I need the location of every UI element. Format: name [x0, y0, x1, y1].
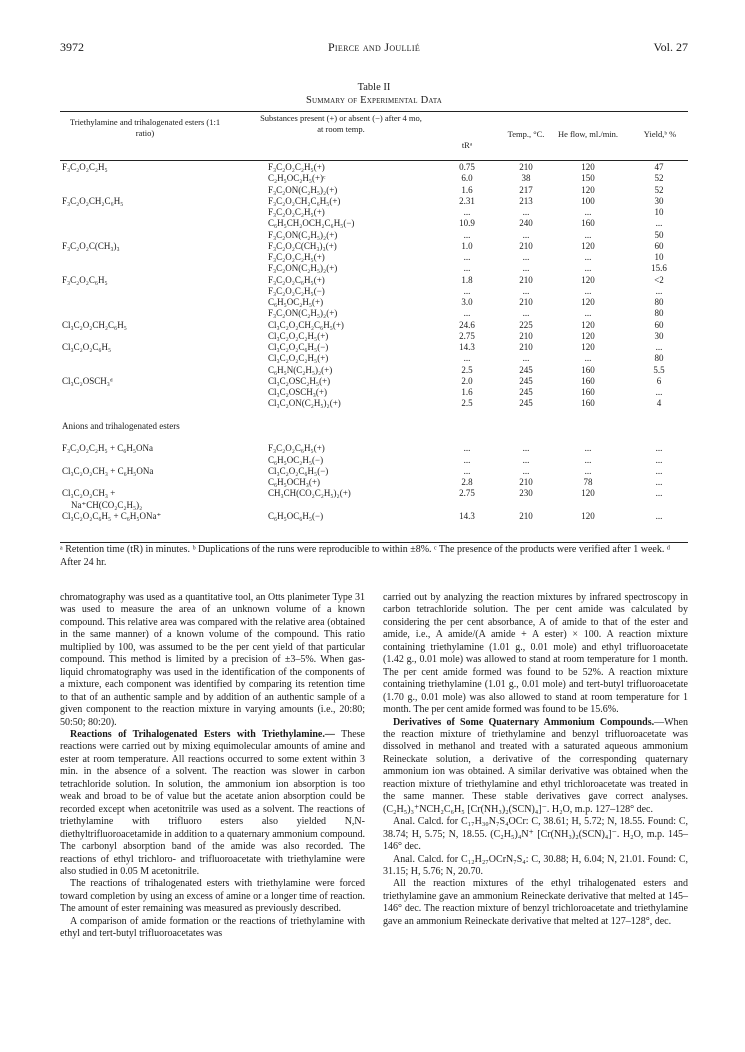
cell-compound: Cl₃C₂O₂C₆H₅	[62, 342, 112, 352]
volume-label: Vol. 27	[653, 40, 688, 54]
table-row	[60, 162, 688, 173]
table-top-rule	[60, 111, 688, 112]
cell-tr: 1.0	[461, 240, 473, 251]
cell-he-flow: 160	[581, 375, 595, 386]
cell-temp: ...	[522, 285, 530, 296]
cell-substance: Cl₃C₂ON(C₂H₅)₂(+)	[268, 398, 341, 409]
table-header-rule	[60, 160, 688, 161]
cell-substance: Cl₃C₂OSC₂H₅(+)	[268, 375, 331, 386]
cell-temp: 210	[519, 330, 533, 341]
cell-substance: Cl₃C₂O₂C₆H₅(−)	[268, 465, 329, 476]
cell-tr: ...	[463, 443, 471, 454]
cell-yield: 60	[654, 240, 664, 251]
section-label-text: Anions and trihalogenated esters	[62, 420, 180, 431]
cell-yield: 30	[654, 330, 664, 341]
cell-tr: 1.6	[461, 387, 473, 397]
cell-temp: ...	[522, 229, 530, 240]
cell-substance: C₆H₅OC₆H₅(−)	[268, 510, 324, 521]
cell-tr: 2.31	[459, 195, 475, 206]
header-tr: tRᵃ	[461, 140, 473, 150]
cell-temp: 210	[519, 477, 533, 487]
cell-he-flow: ...	[584, 454, 592, 465]
cell-yield: 5.5	[653, 364, 665, 375]
table-row	[60, 500, 688, 511]
left-paragraph-1: chromatography was used as a quantitative tool, an Otts planimeter Type 31 was used to measure the area of an unknown volume of a known compound. This relative area was compared with the relative area (obtained in the same manner) of a known volume of the compound. This ratio multiplied by 100, was assumed to be the per cent yield of that particular compound. This method is limited by a precision of ±3–5%. When gas-liquid chromatography was used in the identification of the components of a mixture, each component was identified by comparing its retention time to that of an authentic sample and by addition of an authentic sample of a given component to the reaction mixture in varying amounts (i.e., 20:80; 50:50; 80:20).	[60, 592, 365, 728]
cell-temp: 210	[519, 274, 533, 285]
table-footnote: ᵃ Retention time (tR) in minutes. ᵇ Duplications of the runs were reproducible to within ±8%. ᶜ The presence of the products were verified after 1 week. ᵈ After 24 hr.	[60, 544, 670, 568]
cell-temp: ...	[522, 443, 530, 454]
cell-substance: F₃C₂O₂C(CH₃)₃(+)	[268, 240, 337, 251]
table-row	[60, 275, 688, 286]
cell-yield: 47	[654, 162, 664, 172]
table-row	[60, 387, 688, 398]
cell-temp: 245	[519, 398, 533, 409]
cell-tr: 24.6	[459, 319, 475, 330]
left-paragraph-2-text: These reactions were carried out by mixing equimolecular amounts of amine and ester at room temperature. All reactions occurred to some extent within 3 min. in the absence of a solvent. The reaction was slower in carbon tetrachloride solution. In solution, the ammonium ion absorption is too weak and broad to be of value but the acetate anion absorption could be recorded except when acetonitrile was used as a solvent. The reactions of triethylamine with trifluoro esters also yielded N,N-diethyltrifluoroacetamide in addition to a quaternary ammonium compound. The carbonyl absorption band of the amide was also recorded. The reactions of ethyl trichloro- and trifluoroacetate with triethylamine were also studied in 0.05 M acetonitrile.	[60, 728, 365, 877]
table-number: Table II	[357, 82, 391, 93]
running-header	[60, 40, 688, 56]
right-paragraph-1: carried out by analyzing the reaction mixtures by infrared spectroscopy in carbon tetrachloride solution. The per cent amide was calculated by considering the per cent absorbance, A of amide to that of the ester and amide, i.e., A amide/(A amide + A ester) × 100. A reaction mixture containing triethylamine (1.01 g., 0.01 mole) and ethyl trifluoroacetate (1.42 g., 0.01 mole) was allowed to stand at room temperature for 1 month. The per cent amide formed was found to be 52%. A reaction mixture containing triethylamine (1.01 g., 0.01 mole) and tert-butyl trifluoroacetate (1.70 g., 0.01 mole) was also allowed to stand at room temperature for 1 month. The per cent amide formed was found to be 15.6%.	[383, 592, 688, 716]
cell-compound: Cl₃C₂O₂CH₃ +	[62, 488, 116, 499]
table-title: Summary of Experimental Data	[305, 95, 443, 106]
cell-temp: ...	[522, 353, 530, 364]
cell-substance: F₃C₂O₂C₂H₅(−)	[268, 285, 325, 296]
header-yield: Yield,ᵇ %	[643, 129, 677, 139]
table-body	[60, 162, 688, 522]
cell-substance: C₂H₅OC₂H₅(+)ᶜ	[268, 173, 326, 184]
cell-temp: ...	[522, 465, 530, 476]
cell-tr: 1.6	[461, 184, 473, 195]
cell-temp: 210	[519, 297, 533, 307]
right-paragraph-2	[383, 717, 688, 817]
table-row	[60, 230, 688, 241]
table-row	[60, 196, 688, 207]
header-temp: Temp., °C.	[507, 129, 545, 139]
table-row	[60, 488, 688, 499]
cell-substance: C₆H₅N(C₂H₅)₂(+)	[268, 364, 333, 375]
cell-tr: 3.0	[461, 297, 473, 307]
cell-substance: Cl₃C₂O₂C₂H₅(+)	[268, 353, 329, 364]
table-row	[60, 376, 688, 387]
cell-yield: 30	[654, 195, 664, 206]
cell-yield: ...	[655, 488, 663, 499]
table-row	[60, 477, 688, 488]
cell-temp: ...	[522, 207, 530, 217]
cell-he-flow: 120	[581, 342, 595, 352]
table-row	[60, 342, 688, 353]
cell-tr: 2.75	[459, 330, 475, 341]
cell-compound: F₃C₂O₂C₂H₅ + C₆H₅ONa	[62, 443, 154, 454]
cell-compound: Cl₃C₂O₂C₆H₅ + C₆H₅ONa⁺	[62, 510, 162, 521]
cell-yield: 15.6	[651, 263, 667, 274]
cell-he-flow: 120	[581, 330, 595, 341]
cell-substance: F₃C₂ON(C₂H₅)₂(+)	[268, 229, 338, 240]
cell-compound: Cl₃C₂O₂CH₂C₆H₅	[62, 319, 127, 330]
cell-yield: 80	[654, 308, 664, 319]
cell-substance: F₃C₂O₂C₆H₅(+)	[268, 443, 325, 454]
cell-tr: 2.5	[461, 398, 473, 409]
cell-temp: 38	[521, 173, 531, 184]
table-row	[60, 443, 688, 454]
cell-yield: ...	[655, 285, 663, 296]
cell-substance: F₃C₂ON(C₂H₅)₂(+)	[268, 184, 338, 195]
table-row	[60, 398, 688, 409]
cell-temp: ...	[522, 454, 530, 465]
cell-temp: 230	[519, 488, 533, 499]
cell-yield: ...	[655, 443, 663, 454]
page-number: 3972	[60, 40, 84, 54]
cell-temp: 245	[519, 387, 533, 397]
table-row	[60, 185, 688, 196]
cell-he-flow: 150	[581, 173, 595, 184]
left-column	[60, 592, 365, 941]
left-paragraph-4: A comparison of amide formation or the reactions of triethylamine with ethyl and tert-butyl trifluoroacetates was	[60, 915, 365, 940]
cell-he-flow: 120	[581, 297, 595, 307]
table-row	[60, 173, 688, 184]
header-compound: Triethylamine and trihalogenated esters (1:1 ratio)	[69, 117, 221, 138]
table-row	[60, 263, 688, 274]
cell-he-flow: 78	[583, 477, 593, 487]
cell-substance: Cl₃C₂O₂C₆H₅(−)	[268, 342, 329, 352]
table-bottom-rule	[60, 542, 688, 543]
header-he-flow: He flow, ml./min.	[557, 129, 619, 139]
header-substances: Substances present (+) or absent (−) after 4 mo, at room temp.	[260, 113, 422, 134]
cell-tr: 2.5	[461, 364, 473, 375]
cell-he-flow: 120	[581, 319, 595, 330]
table-row	[60, 308, 688, 319]
cell-tr: ...	[463, 465, 471, 476]
cell-yield: 6	[656, 375, 662, 386]
table-row	[60, 466, 688, 477]
cell-temp: ...	[522, 252, 530, 262]
cell-he-flow: 160	[581, 364, 595, 375]
cell-substance: C₆H₅OC₂H₅(−)	[268, 454, 324, 465]
cell-tr: 2.0	[461, 375, 473, 386]
cell-yield: 10	[654, 252, 664, 262]
running-title: Pierce and Joullié	[327, 40, 421, 54]
cell-he-flow: ...	[584, 285, 592, 296]
right-paragraph-3: Anal. Calcd. for C₁₇H₃₀N₇S₄OCr: C, 38.61; H, 5.72; N, 18.55. Found: C, 38.74; H, 5.75; N, 18.55. (C₂H₅)₄N⁺ [Cr(NH₃)₂(SCN)₄]⁻. H₂O, m.p. 145–146° dec.	[383, 816, 688, 853]
cell-tr: 6.0	[461, 173, 473, 184]
table-row	[60, 365, 688, 376]
cell-yield: ...	[655, 218, 663, 229]
table-row	[60, 455, 688, 466]
cell-he-flow: ...	[584, 252, 592, 262]
cell-he-flow: 120	[581, 240, 595, 251]
cell-tr: 14.3	[459, 510, 475, 521]
cell-substance: F₃C₂O₂C₂H₅(+)	[268, 252, 325, 262]
cell-he-flow: 100	[581, 195, 595, 206]
table-row	[60, 241, 688, 252]
cell-temp: ...	[522, 308, 530, 319]
cell-yield: ...	[655, 342, 663, 352]
cell-substance: F₃C₂ON(C₂H₅)₂(+)	[268, 263, 338, 274]
cell-substance: C₆H₅OC₂H₅(+)	[268, 297, 324, 307]
table-row	[60, 297, 688, 308]
section-heading-derivatives: Derivatives of Some Quaternary Ammonium Compounds.	[393, 716, 655, 728]
table-row	[60, 286, 688, 297]
cell-temp: 210	[519, 342, 533, 352]
cell-tr: ...	[463, 207, 471, 217]
cell-yield: 80	[654, 297, 664, 307]
cell-substance: C₆H₅CH₂OCH₂C₆H₅(−)	[268, 218, 355, 229]
cell-temp: 245	[519, 364, 533, 375]
cell-temp: 245	[519, 375, 533, 386]
table-row	[60, 207, 688, 218]
cell-tr: ...	[463, 353, 471, 364]
cell-compound: F₃C₂O₂C₆H₅	[62, 274, 108, 285]
table-row	[60, 218, 688, 229]
cell-substance: Cl₃C₂O₂CH₂C₆H₅(+)	[268, 319, 344, 330]
cell-yield: ...	[655, 510, 663, 521]
cell-temp: ...	[522, 263, 530, 274]
cell-compound: Cl₃C₂O₂CH₃ + C₆H₅ONa	[62, 465, 154, 476]
table-row	[60, 511, 688, 522]
cell-yield: ...	[655, 465, 663, 476]
cell-he-flow: 120	[581, 184, 595, 195]
cell-yield: 80	[654, 353, 664, 364]
cell-he-flow: 120	[581, 274, 595, 285]
cell-temp: 210	[519, 240, 533, 251]
cell-tr: ...	[463, 308, 471, 319]
cell-tr: ...	[463, 285, 471, 296]
cell-he-flow: 160	[581, 387, 595, 397]
table-spacer	[60, 432, 688, 443]
cell-he-flow: ...	[584, 308, 592, 319]
cell-substance: F₃C₂O₂C₂H₅(+)	[268, 162, 325, 172]
cell-he-flow: 120	[581, 162, 595, 172]
cell-tr: 2.8	[461, 477, 473, 487]
cell-tr: 1.8	[461, 274, 473, 285]
cell-he-flow: ...	[584, 443, 592, 454]
cell-substance: CH₃CH(CO₂C₂H₅)₂(+)	[268, 488, 351, 499]
cell-yield: <2	[654, 274, 664, 285]
cell-substance: F₃C₂O₂CH₂C₆H₅(+)	[268, 195, 341, 206]
table-row	[60, 353, 688, 364]
cell-yield: 10	[654, 207, 664, 217]
cell-yield: 50	[654, 229, 664, 240]
table-row	[60, 252, 688, 263]
table-spacer	[60, 410, 688, 421]
cell-substance: Cl₃C₂O₂C₂H₅(+)	[268, 330, 329, 341]
left-paragraph-2	[60, 729, 365, 878]
cell-he-flow: 160	[581, 398, 595, 409]
cell-tr: ...	[463, 229, 471, 240]
table-row	[60, 331, 688, 342]
cell-temp: 213	[519, 195, 533, 206]
cell-compound: F₃C₂O₂C(CH₃)₃	[62, 240, 120, 251]
cell-yield: 60	[654, 319, 664, 330]
cell-substance: F₃C₂ON(C₂H₅)₂(+)	[268, 308, 338, 319]
table-row	[60, 320, 688, 331]
cell-tr: 10.9	[459, 218, 475, 229]
cell-he-flow: 160	[581, 218, 595, 229]
cell-he-flow: 120	[581, 510, 595, 521]
cell-substance: C₆H₅OCH₃(+)	[268, 477, 320, 487]
right-paragraph-4: Anal. Calcd. for C₁₂H₂₇OCrN₇S₄: C, 30.88; H, 6.04; N, 21.01. Found: C, 31.15; H, 5.76; N, 20.70.	[383, 853, 688, 877]
table-header	[60, 113, 688, 159]
cell-yield: 4	[656, 398, 662, 409]
cell-yield: ...	[655, 387, 663, 397]
cell-tr: ...	[463, 263, 471, 274]
cell-tr: 0.75	[459, 162, 475, 172]
section-heading-reactions: Reactions of Trihalogenated Esters with Triethylamine.—	[70, 728, 335, 740]
cell-yield: ...	[655, 454, 663, 465]
right-column	[383, 592, 688, 928]
cell-tr: ...	[463, 252, 471, 262]
cell-yield: ...	[655, 477, 663, 487]
cell-he-flow: ...	[584, 229, 592, 240]
cell-substance: F₃C₂O₂C₆H₅(+)	[268, 274, 325, 285]
cell-compound: F₃C₂O₂C₂H₅	[62, 162, 108, 172]
table-section-label	[60, 421, 688, 432]
cell-he-flow: ...	[584, 353, 592, 364]
cell-substance: Cl₃C₂OSCH₃(+)	[268, 387, 327, 397]
table-footnotes	[60, 544, 688, 569]
cell-compound: F₃C₂O₂CH₂C₆H₅	[62, 195, 124, 206]
cell-substance: F₃C₂O₂C₂H₅(+)	[268, 207, 325, 217]
cell-temp: 225	[519, 319, 533, 330]
cell-he-flow: ...	[584, 263, 592, 274]
cell-he-flow: ...	[584, 465, 592, 476]
cell-he-flow: 120	[581, 488, 595, 499]
cell-temp: 240	[519, 218, 533, 229]
cell-tr: ...	[463, 454, 471, 465]
cell-compound: Cl₃C₂OSCH₃ᵈ	[62, 375, 113, 386]
cell-temp: 217	[519, 184, 533, 195]
cell-compound: Na⁺CH(CO₂C₂H₅)₂	[62, 499, 143, 510]
cell-tr: 14.3	[459, 342, 475, 352]
right-paragraph-5: All the reaction mixtures of the ethyl trihalogenated esters and triethylamine gave an ammonium Reineckate derivative that melted at 145–146° dec. The reaction mixture of benzyl trichloroacetate and triethylamine gave an ammonium Reineckate derivative that melted at 127–128°, dec.	[383, 878, 688, 927]
cell-temp: 210	[519, 510, 533, 521]
cell-he-flow: ...	[584, 207, 592, 217]
left-paragraph-3: The reactions of trihalogenated esters with triethylamine were forced toward completion by using an excess of amine or a longer time of reaction. The amount of ester remaining was measured as previously described.	[60, 878, 365, 915]
cell-temp: 210	[519, 162, 533, 172]
right-paragraph-2-text: —When the reaction mixture of triethylamine and benzyl trifluoroacetate was dissolved in methanol and treated with a saturated aqueous ammonium Reineckate solution, a derivative of the corresponding quaternary ammonium ion was obtained. A similar derivative was obtained when the reaction mixture of triethylamine and ethyl trichloroacetate was treated in the same manner. These stable derivatives gave correct analyses. (C₂H₅)₃⁺NCH₂C₆H₅ [Cr(NH₃)₂(SCN)₄]⁻. H₂O, m.p. 127–128° dec.	[383, 716, 688, 815]
cell-yield: 52	[654, 173, 664, 184]
cell-tr: 2.75	[459, 488, 475, 499]
cell-yield: 52	[654, 184, 664, 195]
